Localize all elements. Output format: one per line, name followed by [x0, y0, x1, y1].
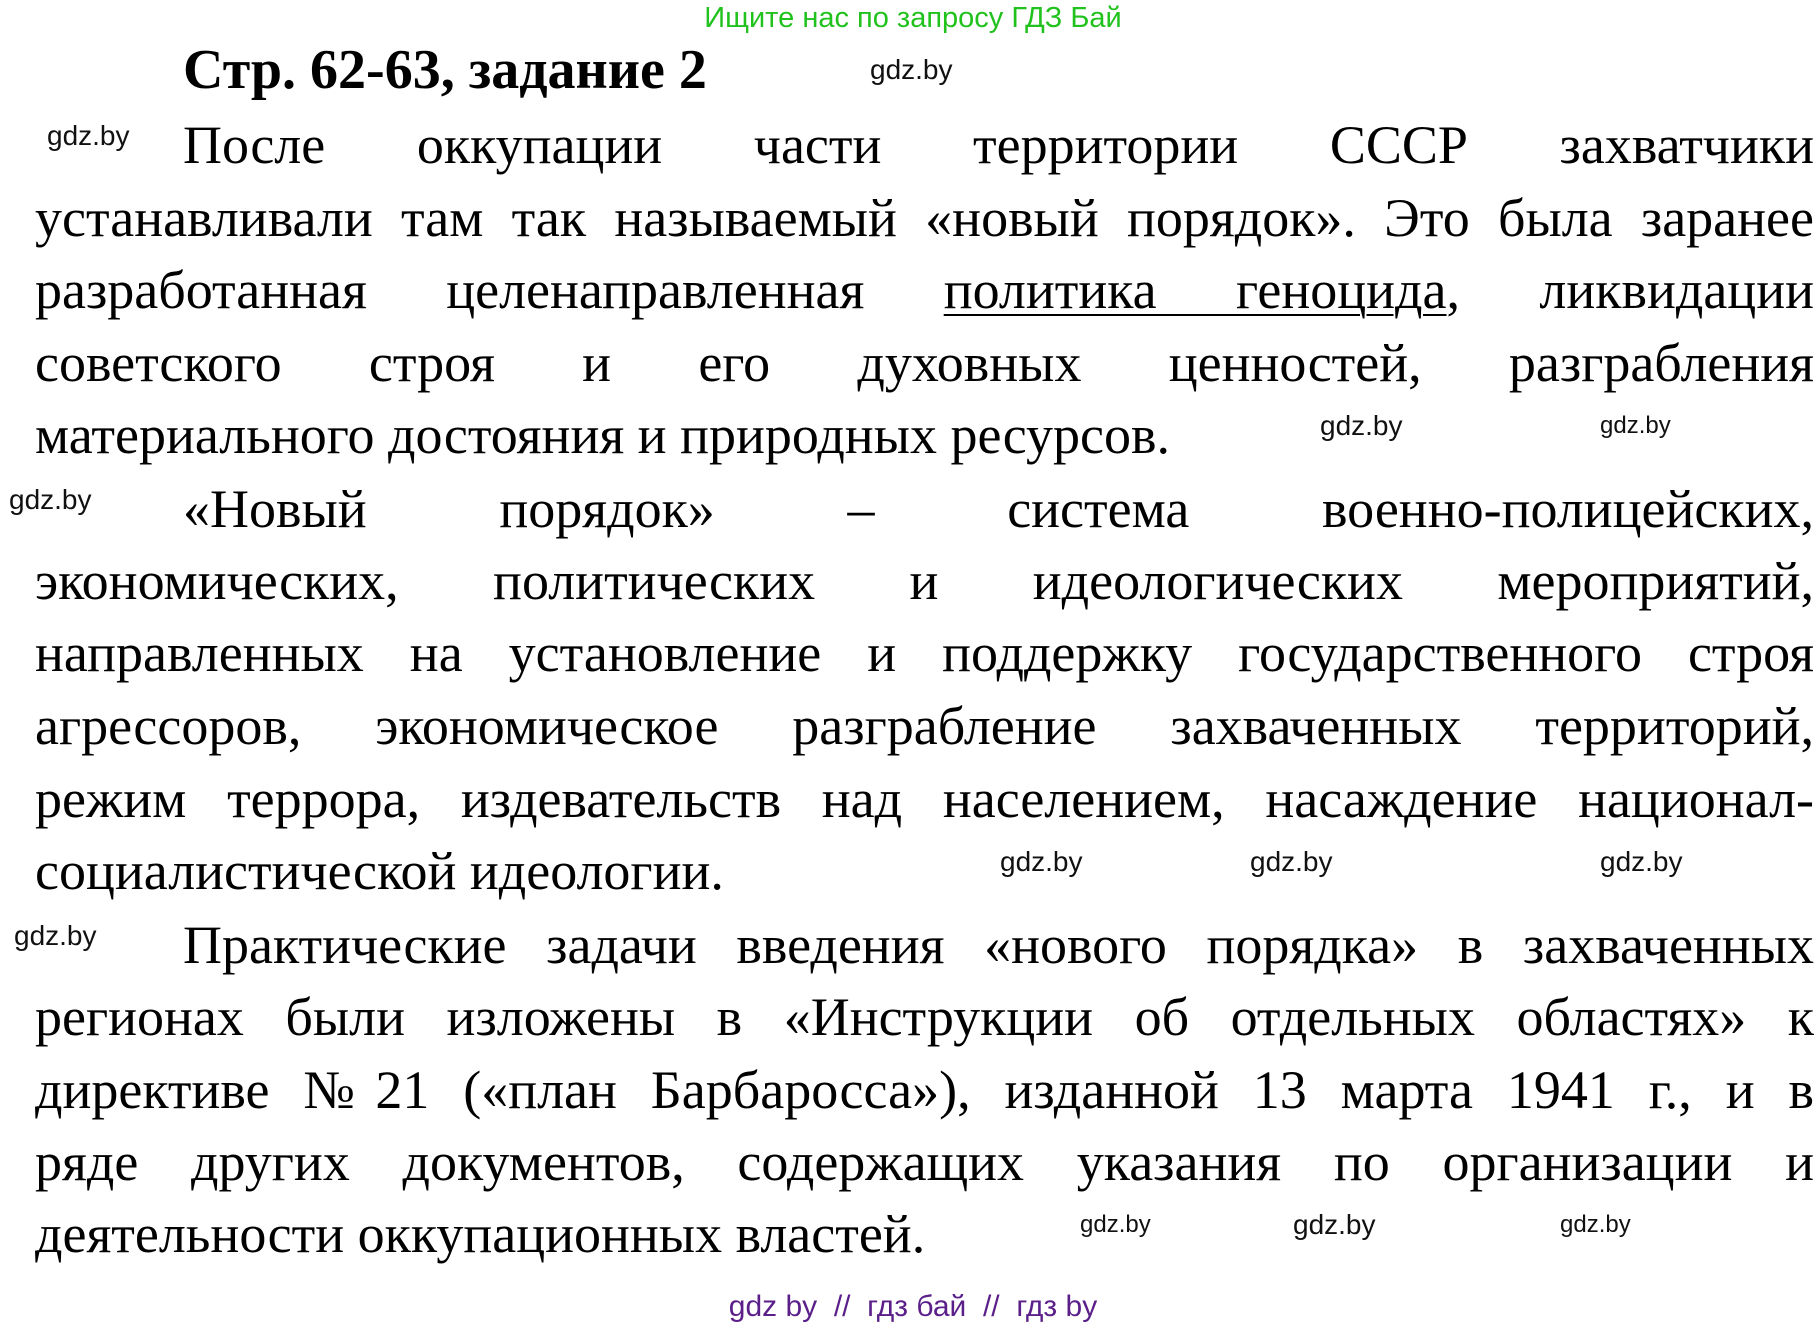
text-line: ряде других документов, содержащих указания по организации и [35, 1132, 1814, 1192]
text-line: режим террора, издевательств над населением, насаждение национал- [35, 769, 1814, 829]
text-line: направленных на установление и поддержку государственного строя [35, 623, 1814, 683]
watermark: gdz.by [1000, 846, 1083, 877]
text-line: экономических, политических и идеологических мероприятий, [35, 551, 1814, 611]
footer-links: gdz by // гдз бай // гдз by [728, 1290, 1098, 1323]
text-line: материального достояния и природных ресурсов. [35, 405, 1171, 465]
text-line: агрессоров, экономическое разграбление захваченных территорий, [35, 696, 1814, 756]
text-segment: , ликвидации [1446, 260, 1814, 320]
text-line: устанавливали там так называемый «новый порядок». Это была заранее [35, 188, 1814, 248]
watermark: gdz.by [1600, 846, 1683, 877]
watermark: gdz.by [1250, 846, 1333, 877]
underlined-term: политика геноцида [943, 260, 1447, 320]
page-title: Стр. 62-63, задание 2 [183, 39, 707, 101]
text-line: деятельности оккупационных властей. [35, 1204, 926, 1264]
text-line: советского строя и его духовных ценностей, разграбления [35, 333, 1814, 393]
watermark: gdz.by [1560, 1211, 1631, 1238]
watermark: gdz.by [47, 120, 130, 151]
watermark: gdz.by [1080, 1211, 1151, 1238]
text-line: После оккупации части территории СССР захватчики [183, 115, 1814, 175]
watermark: gdz.by [1600, 412, 1671, 439]
text-line: регионах были изложены в «Инструкции об отдельных областях» к [35, 987, 1814, 1047]
watermark: gdz.by [14, 920, 97, 951]
header-banner: Ищите нас по запросу ГДЗ Бай [704, 2, 1122, 34]
text-line: «Новый порядок» – система военно-полицейских, [183, 479, 1814, 539]
text-line: социалистической идеологии. [35, 841, 724, 901]
watermark: gdz.by [870, 54, 953, 85]
watermark: gdz.by [1293, 1209, 1376, 1240]
text-segment: разработанная целенаправленная [35, 260, 865, 320]
text-line [35, 260, 1814, 320]
watermark: gdz.by [9, 484, 92, 515]
text-line: директиве №21 («план Барбаросса»), изданной 13 марта 1941 г., и в [35, 1060, 1814, 1120]
watermark: gdz.by [1320, 410, 1403, 441]
text-line: Практические задачи введения «нового порядка» в захваченных [183, 915, 1814, 975]
